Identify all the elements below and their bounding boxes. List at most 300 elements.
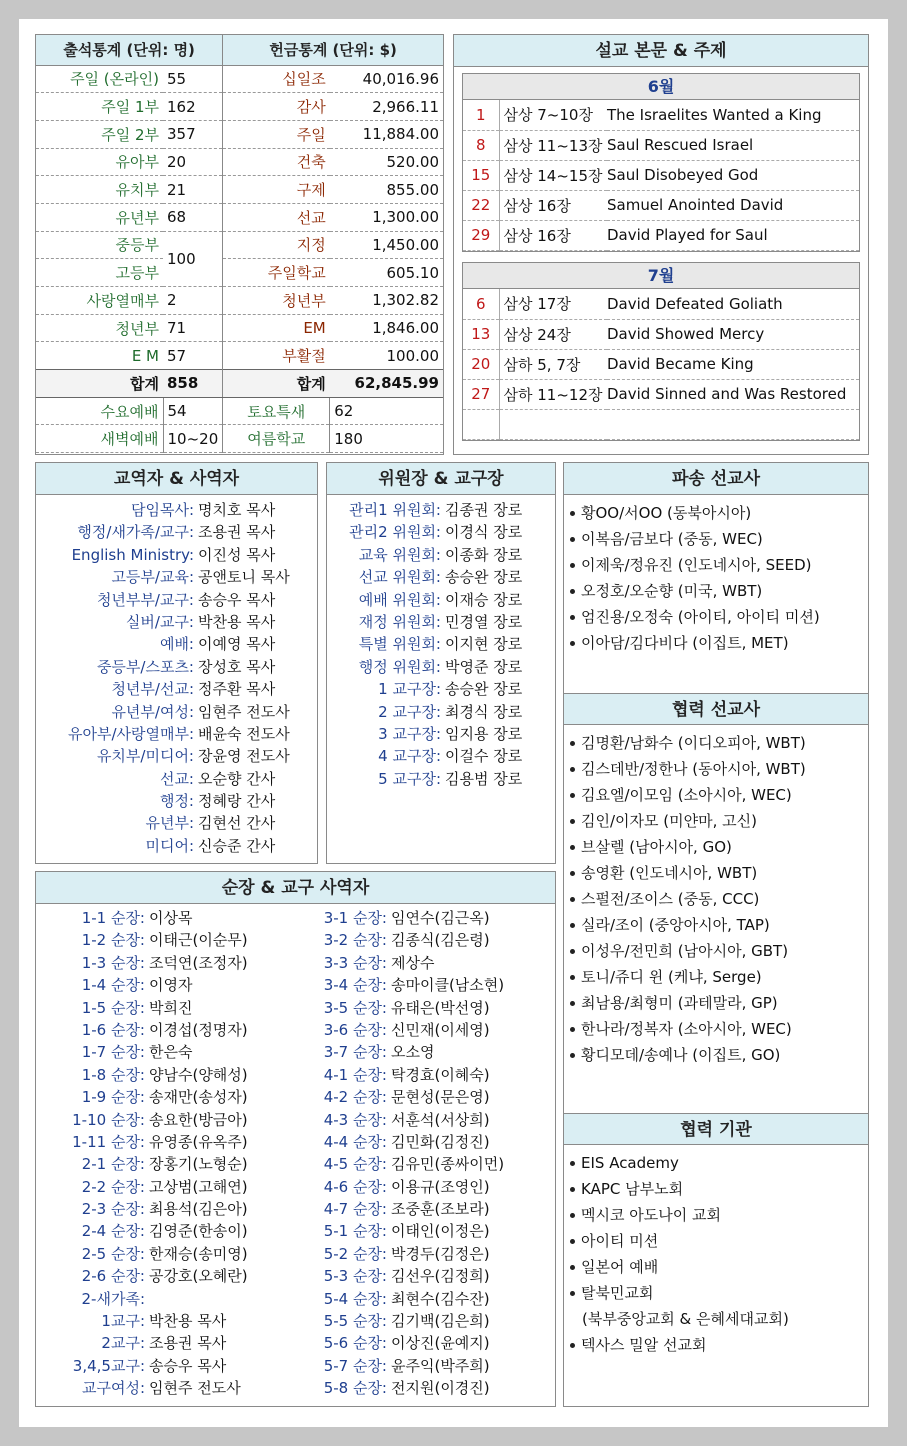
dispatched-missionary-text: 황OO/서OO (동북아시아) <box>581 504 752 522</box>
leader-row <box>42 1377 287 1399</box>
attendance-extra-label: 수요예배 <box>36 397 163 425</box>
leader-name: 송마이클(남소현) <box>391 976 505 995</box>
committee-row <box>335 701 549 723</box>
leader-role: 3-6 순장: <box>323 1020 387 1039</box>
committee-role: 재정 위원회: <box>358 612 441 631</box>
bullet-icon <box>570 1239 575 1244</box>
june-schedule <box>462 73 860 252</box>
bullet-icon <box>570 923 575 928</box>
offering-value: 1,846.00 <box>330 314 443 342</box>
leader-row <box>287 1377 547 1399</box>
leader-name: 이상목 <box>149 909 193 927</box>
staff-name: 박찬용 목사 <box>198 612 276 631</box>
leader-role: 4-7 순장: <box>323 1200 387 1219</box>
agency-note: (북부중앙교회 & 은혜세대교회) <box>582 1310 789 1328</box>
attendance-extra-value: 10~20 <box>163 425 223 453</box>
partner-list <box>564 725 868 1113</box>
leader-role: 2-4 순장: <box>81 1222 145 1241</box>
staff-role: 청년부부/교구: <box>96 590 194 609</box>
leader-role: 4-1 순장: <box>323 1065 387 1084</box>
staff-name: 장성호 목사 <box>198 657 276 676</box>
staff-role: 예배: <box>159 635 194 654</box>
leader-role: 3-4 순장: <box>323 976 387 995</box>
leader-row <box>42 1220 287 1242</box>
leader-role: 1-5 순장: <box>81 998 145 1017</box>
leader-row <box>42 1041 287 1063</box>
offering-label: 주일학교 <box>223 259 330 287</box>
offering-value: 605.10 <box>330 259 443 287</box>
leader-name: 김선우(김정희) <box>391 1267 490 1286</box>
attendance-value: 68 <box>163 203 223 231</box>
sermon-row <box>463 160 859 190</box>
leader-name: 이태인(이정은) <box>391 1222 490 1241</box>
agency-item <box>564 1332 868 1358</box>
committee-name: 이재승 장로 <box>445 590 523 609</box>
staff-row <box>44 589 311 611</box>
july-sermon-table <box>463 289 859 440</box>
leader-row <box>287 1176 547 1198</box>
agency-text: 탈북민교회 <box>581 1284 654 1302</box>
bulletin-page <box>19 19 888 1427</box>
agency-item <box>564 1254 868 1280</box>
leader-row <box>42 1355 287 1377</box>
statistics-box <box>35 34 444 455</box>
bullet-icon <box>570 845 575 850</box>
leader-role: 1-7 순장: <box>81 1043 145 1062</box>
leader-name: 송요한(방금아) <box>149 1110 248 1129</box>
leader-role: 1교구: <box>101 1312 145 1331</box>
offering-value: 520.00 <box>330 148 443 176</box>
leader-row <box>287 1355 547 1377</box>
dispatched-missionary-text: 오정호/오순향 (미국, WBT) <box>581 582 763 600</box>
sermon-reference-empty <box>499 409 607 439</box>
staff-box <box>35 462 318 864</box>
july-month-title: 7월 <box>463 263 859 289</box>
sermon-row <box>463 349 859 379</box>
leader-row <box>287 1153 547 1175</box>
staff-row <box>44 701 311 723</box>
bullet-icon <box>570 975 575 980</box>
bullet-icon <box>570 1213 575 1218</box>
leader-row <box>287 974 547 996</box>
staff-role: 선교: <box>159 769 194 788</box>
leader-row <box>287 997 547 1019</box>
staff-row <box>44 566 311 588</box>
leader-role: 1-4 순장: <box>81 976 145 995</box>
leader-role: 1-3 순장: <box>81 953 145 972</box>
committee-name: 임지용 장로 <box>445 724 523 743</box>
attendance-label: 중등부 <box>36 231 163 259</box>
staff-name: 김현선 간사 <box>198 814 276 833</box>
attendance-label: 주일 1부 <box>36 93 163 121</box>
dispatched-missionary-item <box>564 630 868 656</box>
staff-name: 명치호 목사 <box>198 501 276 519</box>
attendance-total-label: 합계 <box>36 370 163 398</box>
leader-row <box>287 1109 547 1131</box>
leader-row <box>42 929 287 951</box>
leader-role: 3,4,5교구: <box>72 1356 145 1375</box>
committee-role: 4 교구장: <box>378 747 441 766</box>
attendance-header: 출석통계 (단위: 명) <box>36 35 223 65</box>
dispatched-missionary-item <box>564 526 868 552</box>
june-month-title: 6월 <box>463 74 859 100</box>
sermon-title: David Sinned and Was Restored <box>607 379 859 409</box>
committee-name: 최경식 장로 <box>445 702 523 721</box>
offering-value: 100.00 <box>330 342 443 370</box>
offering-extra-label: 토요특새 <box>223 397 330 425</box>
sermon-title-empty <box>607 409 859 439</box>
leader-name: 김영준(한송이) <box>149 1222 248 1241</box>
leader-row <box>287 1243 547 1265</box>
staff-role: 행정: <box>159 792 194 811</box>
attendance-value: 57 <box>163 342 223 370</box>
committee-name: 이종화 장로 <box>445 545 523 564</box>
july-schedule <box>462 262 860 441</box>
leader-role: 3-3 순장: <box>323 953 387 972</box>
agency-item <box>564 1280 868 1306</box>
stat-total-row <box>36 370 443 398</box>
committee-box <box>326 462 556 864</box>
staff-role: 담임목사: <box>130 501 194 519</box>
leader-row <box>42 1265 287 1287</box>
sermon-day: 20 <box>463 349 499 379</box>
staff-role: 행정/새가족/교구: <box>77 523 194 542</box>
partner-missionary-item <box>564 834 868 860</box>
sermon-reference: 삼하 5, 7장 <box>499 349 607 379</box>
stat-extra-row <box>36 397 443 425</box>
staff-row <box>44 835 311 857</box>
leader-name: 김민화(김정진) <box>391 1132 490 1151</box>
leader-name <box>145 1288 149 1310</box>
leader-name: 조용권 목사 <box>149 1334 227 1353</box>
leader-name: 윤주익(박주희) <box>391 1356 490 1375</box>
leaders-column-2 <box>287 907 547 1400</box>
committee-name: 송승완 장로 <box>445 568 523 587</box>
offering-extra-value: 62 <box>330 397 443 425</box>
staff-name: 이예영 목사 <box>198 635 276 654</box>
leader-row <box>287 1220 547 1242</box>
offering-label: 건축 <box>223 148 330 176</box>
committee-row <box>335 745 549 767</box>
missionaries-box <box>563 462 869 1407</box>
leader-role: 1-6 순장: <box>81 1020 145 1039</box>
sermon-row <box>463 130 859 160</box>
committee-name: 박영준 장로 <box>445 657 523 676</box>
leader-role: 4-4 순장: <box>323 1132 387 1151</box>
leader-role: 1-11 순장: <box>72 1132 145 1151</box>
leader-role: 4-2 순장: <box>323 1088 387 1107</box>
committee-row <box>335 499 549 521</box>
staff-row <box>44 768 311 790</box>
committee-role: 교육 위원회: <box>358 545 441 564</box>
leader-row <box>287 1198 547 1220</box>
sermon-day: 13 <box>463 319 499 349</box>
sermon-reference: 삼상 14~15장 <box>499 160 607 190</box>
staff-row <box>44 745 311 767</box>
leader-row <box>42 1086 287 1108</box>
partner-missionary-text: 최남용/최형미 (과테말라, GP) <box>581 994 778 1012</box>
staff-role: 미디어: <box>145 836 194 855</box>
sermon-day: 1 <box>463 100 499 130</box>
committee-role: 선교 위원회: <box>358 568 441 587</box>
agency-text: 아이티 미션 <box>581 1232 659 1250</box>
staff-name: 공앤토니 목사 <box>198 568 290 587</box>
offering-label: EM <box>223 314 330 342</box>
bullet-icon <box>570 589 575 594</box>
leader-name: 유영종(유옥주) <box>149 1132 248 1151</box>
staff-name: 정혜랑 간사 <box>198 792 276 811</box>
bullet-icon <box>570 1027 575 1032</box>
leader-row <box>287 1019 547 1041</box>
leader-row <box>42 907 287 929</box>
staff-row <box>44 544 311 566</box>
sermon-day: 29 <box>463 220 499 250</box>
leaders-header: 순장 & 교구 사역자 <box>36 872 555 904</box>
staff-role: 유치부/미디어: <box>96 747 194 766</box>
staff-row <box>44 611 311 633</box>
leader-row <box>287 907 547 929</box>
leader-role: 3-1 순장: <box>323 909 387 927</box>
committee-name: 송승완 장로 <box>445 680 523 699</box>
committee-name: 김종권 장로 <box>445 501 523 519</box>
committee-header: 위원장 & 교구장 <box>327 463 555 495</box>
attendance-label: E M <box>36 342 163 370</box>
partner-missionary-text: 브살렐 (남아시아, GO) <box>581 838 732 856</box>
bullet-icon <box>570 511 575 516</box>
leader-name: 임연수(김근옥) <box>391 909 490 927</box>
bullet-icon <box>570 641 575 646</box>
leader-name: 유태은(박선영) <box>391 998 490 1017</box>
offering-value: 1,302.82 <box>330 287 443 315</box>
staff-name: 정주환 목사 <box>198 680 276 699</box>
leader-name: 임현주 전도사 <box>149 1379 241 1398</box>
staff-header: 교역자 & 사역자 <box>36 463 317 495</box>
leader-role: 4-3 순장: <box>323 1110 387 1129</box>
leader-name: 문현성(문은영) <box>391 1088 490 1107</box>
staff-name: 조용권 목사 <box>198 523 276 542</box>
leader-role: 2-5 순장: <box>81 1244 145 1263</box>
leader-role: 5-4 순장: <box>323 1289 387 1308</box>
stat-row <box>36 65 443 93</box>
stat-row <box>36 259 443 287</box>
sermon-reference: 삼상 16장 <box>499 190 607 220</box>
leader-name: 이용규(조영인) <box>391 1177 490 1196</box>
leader-row <box>42 1243 287 1265</box>
staff-name: 장윤영 전도사 <box>198 747 290 766</box>
leader-row <box>42 974 287 996</box>
agency-text: EIS Academy <box>581 1154 679 1172</box>
leader-role: 2-6 순장: <box>81 1267 145 1286</box>
dispatched-header: 파송 선교사 <box>564 463 868 495</box>
leader-row <box>42 1198 287 1220</box>
leader-row <box>287 1131 547 1153</box>
partner-missionary-item <box>564 990 868 1016</box>
stat-extra-row <box>36 425 443 453</box>
leader-name: 서훈석(서상희) <box>391 1110 490 1129</box>
leader-role: 교구여성: <box>81 1379 145 1398</box>
dispatched-missionary-item <box>564 604 868 630</box>
bullet-icon <box>570 615 575 620</box>
stat-row <box>36 148 443 176</box>
sermon-day: 6 <box>463 289 499 319</box>
agencies-header: 협력 기관 <box>564 1113 868 1145</box>
partner-missionary-text: 실라/조이 (중앙아시아, TAP) <box>581 916 770 934</box>
staff-role: 유아부/사랑열매부: <box>67 724 194 743</box>
bullet-icon <box>570 819 575 824</box>
attendance-value: 55 <box>163 65 223 93</box>
bullet-icon <box>570 563 575 568</box>
attendance-extra-value: 54 <box>163 397 223 425</box>
offering-label: 선교 <box>223 203 330 231</box>
partner-missionary-item <box>564 782 868 808</box>
sermon-box <box>453 34 869 455</box>
committee-row <box>335 521 549 543</box>
dispatched-missionary-item <box>564 578 868 604</box>
leader-name: 공강호(오혜란) <box>149 1267 248 1286</box>
sermon-header: 설교 본문 & 주제 <box>454 35 868 67</box>
sermon-title: The Israelites Wanted a King <box>607 100 859 130</box>
leader-name: 김유민(종싸이먼) <box>391 1155 505 1174</box>
sermon-row <box>463 220 859 250</box>
sermon-reference: 삼상 16장 <box>499 220 607 250</box>
partner-missionary-item <box>564 964 868 990</box>
bullet-icon <box>570 1053 575 1058</box>
leader-name: 한재승(송미영) <box>149 1244 248 1263</box>
leader-role: 1-8 순장: <box>81 1065 145 1084</box>
sermon-day: 22 <box>463 190 499 220</box>
committee-row <box>335 768 549 790</box>
offering-label: 십일조 <box>223 65 330 93</box>
committee-role: 관리1 위원회: <box>349 501 441 519</box>
staff-row <box>44 723 311 745</box>
partner-missionary-text: 김스데반/정한나 (동아시아, WBT) <box>581 760 806 778</box>
attendance-value: 100 <box>163 231 223 286</box>
sermon-title: Saul Rescued Israel <box>607 130 859 160</box>
partner-missionary-item <box>564 1016 868 1042</box>
offering-extra-value: 180 <box>330 425 443 453</box>
dispatched-missionary-text: 이아담/김다비다 (이집트, MET) <box>581 634 789 652</box>
committee-name: 이걸수 장로 <box>445 747 523 766</box>
partner-missionary-text: 김요엘/이모임 (소아시아, WEC) <box>581 786 792 804</box>
committee-role: 2 교구장: <box>378 702 441 721</box>
stat-row <box>36 120 443 148</box>
committee-name: 이경식 장로 <box>445 523 523 542</box>
committee-role: 예배 위원회: <box>358 590 441 609</box>
leaders-box <box>35 871 556 1407</box>
attendance-value: 20 <box>163 148 223 176</box>
sermon-day: 8 <box>463 130 499 160</box>
leader-role: 5-5 순장: <box>323 1312 387 1331</box>
partner-missionary-item <box>564 808 868 834</box>
bullet-icon <box>570 897 575 902</box>
leader-name: 고상범(고해연) <box>149 1177 248 1196</box>
committee-list <box>327 495 555 790</box>
sermon-day: 15 <box>463 160 499 190</box>
partner-missionary-text: 김인/이자모 (미얀마, 고신) <box>581 812 757 830</box>
committee-name: 민경열 장로 <box>445 612 523 631</box>
leader-name: 송재만(송성자) <box>149 1088 248 1107</box>
partner-missionary-item <box>564 938 868 964</box>
stat-row <box>36 231 443 259</box>
attendance-total-value: 858 <box>163 370 223 398</box>
sermon-row <box>463 289 859 319</box>
stat-row <box>36 342 443 370</box>
dispatched-missionary-text: 엄진용/오정숙 (아이티, 아이티 미션) <box>581 608 820 626</box>
leader-name: 송승우 목사 <box>149 1356 227 1375</box>
offering-value: 855.00 <box>330 176 443 204</box>
committee-role: 1 교구장: <box>378 680 441 699</box>
offering-label: 부활절 <box>223 342 330 370</box>
offering-label: 구제 <box>223 176 330 204</box>
committee-row <box>335 566 549 588</box>
leader-row <box>42 1019 287 1041</box>
staff-row <box>44 633 311 655</box>
leader-role: 1-2 순장: <box>81 931 145 950</box>
leader-name: 최용석(김은아) <box>149 1200 248 1219</box>
attendance-value: 2 <box>163 287 223 315</box>
sermon-day-empty <box>463 409 499 439</box>
leader-name: 이경섭(정명자) <box>149 1020 248 1039</box>
leader-role: 1-1 순장: <box>81 909 145 927</box>
stat-row <box>36 203 443 231</box>
leader-row <box>287 929 547 951</box>
leader-row <box>287 1310 547 1332</box>
sermon-row <box>463 100 859 130</box>
staff-role: 실버/교구: <box>125 612 194 631</box>
leader-name: 한은숙 <box>149 1043 193 1062</box>
leader-row <box>42 1310 287 1332</box>
offering-value: 1,450.00 <box>330 231 443 259</box>
committee-name: 김용범 장로 <box>445 769 523 788</box>
committee-row <box>335 544 549 566</box>
bullet-icon <box>570 1265 575 1270</box>
bullet-icon <box>570 1161 575 1166</box>
dispatched-missionary-text: 이제욱/정유진 (인도네시아, SEED) <box>581 556 812 574</box>
sermon-title: David Became King <box>607 349 859 379</box>
agency-text: 멕시코 아도나이 교회 <box>581 1206 721 1224</box>
leader-name: 이영자 <box>149 976 193 995</box>
bullet-icon <box>570 537 575 542</box>
partner-missionary-text: 스펄전/조이스 (중동, CCC) <box>581 890 760 908</box>
bullet-icon <box>570 793 575 798</box>
partner-missionary-text: 이성우/전민희 (남아시아, GBT) <box>581 942 789 960</box>
offering-total-label: 합계 <box>223 370 330 398</box>
bullet-icon <box>570 1187 575 1192</box>
statistics-table <box>36 35 443 453</box>
leader-name: 박찬용 목사 <box>149 1312 227 1331</box>
stat-row <box>36 93 443 121</box>
offering-total-value: 62,845.99 <box>330 370 443 398</box>
attendance-label: 유아부 <box>36 148 163 176</box>
attendance-label: 고등부 <box>36 259 163 287</box>
partner-missionary-item <box>564 730 868 756</box>
bullet-icon <box>570 949 575 954</box>
sermon-title: Saul Disobeyed God <box>607 160 859 190</box>
committee-row <box>335 656 549 678</box>
offering-label: 감사 <box>223 93 330 121</box>
leader-role: 3-5 순장: <box>323 998 387 1017</box>
staff-role: English Ministry: <box>71 545 194 564</box>
leader-row <box>42 1109 287 1131</box>
staff-name: 오순향 간사 <box>198 769 276 788</box>
leader-name: 전지원(이경진) <box>391 1379 490 1398</box>
attendance-label: 청년부 <box>36 314 163 342</box>
staff-role: 중등부/스포츠: <box>96 657 194 676</box>
partner-missionary-item <box>564 756 868 782</box>
partner-header: 협력 선교사 <box>564 693 868 725</box>
leader-role: 4-6 순장: <box>323 1177 387 1196</box>
leader-row <box>287 1041 547 1063</box>
